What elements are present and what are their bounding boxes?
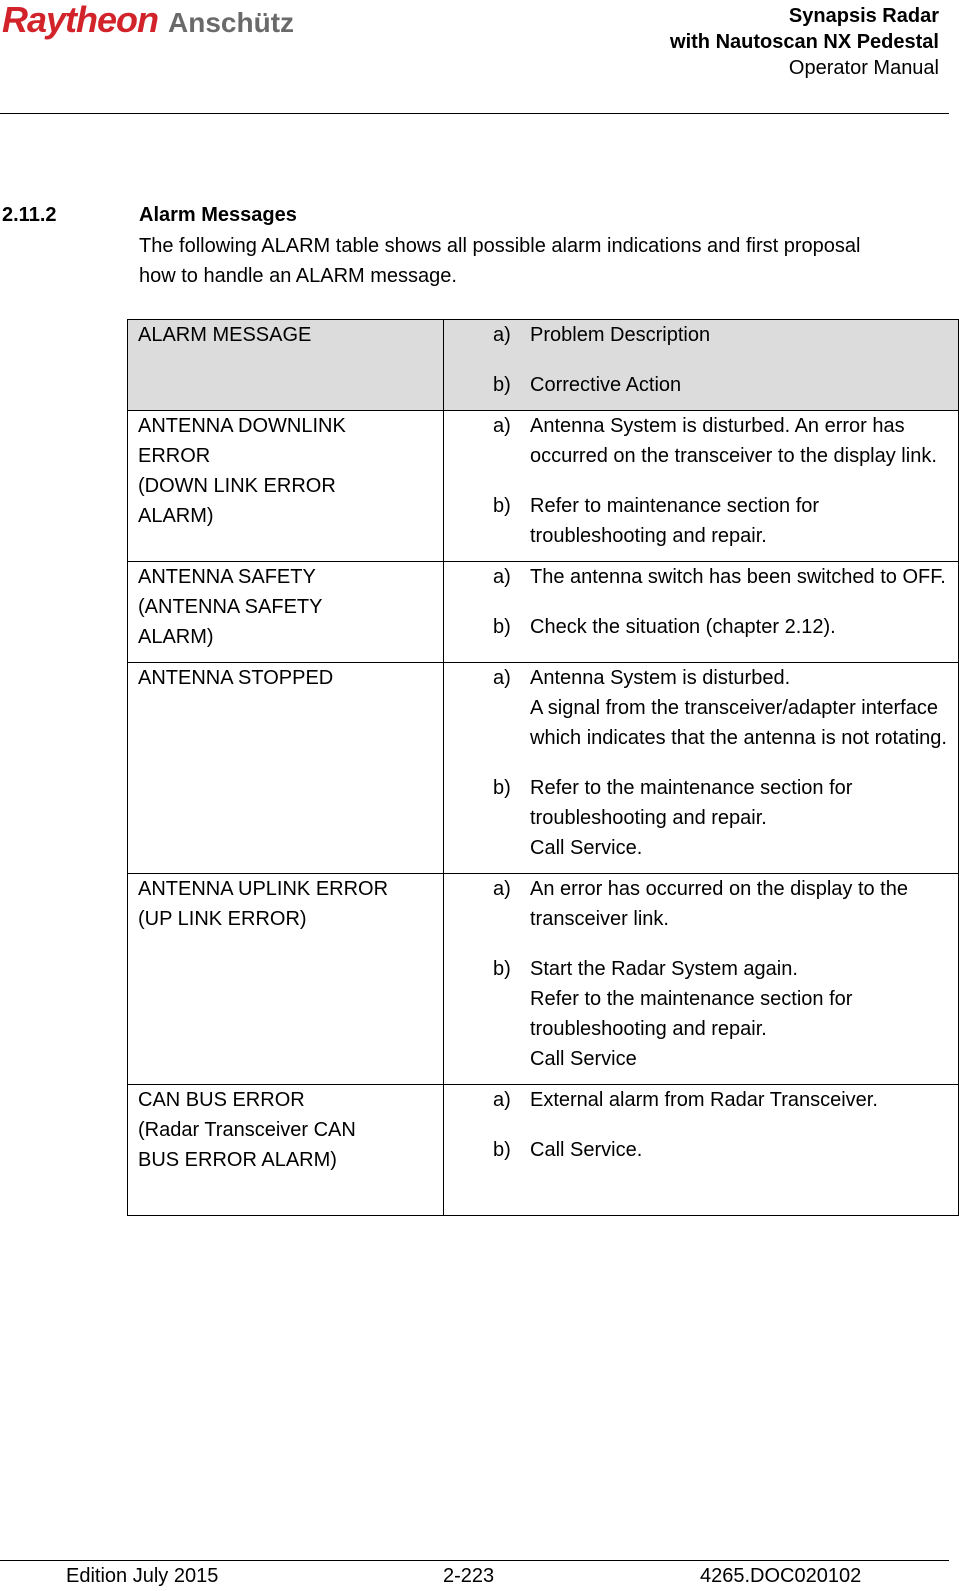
- corrective-action: [444, 773, 954, 863]
- alarm-message-cell: [128, 1085, 444, 1216]
- alarm-message-cell: [128, 562, 444, 663]
- alarm-description-cell: [444, 1085, 959, 1216]
- problem-description: [444, 874, 954, 934]
- table-row: [128, 874, 959, 1085]
- company-logo: [2, 0, 294, 42]
- page-header: [0, 0, 959, 116]
- item-label: a): [493, 667, 511, 689]
- item-label: b): [493, 374, 511, 396]
- corrective-action: [444, 491, 954, 551]
- table-row: [128, 411, 959, 562]
- logo-sub: Anschütz: [168, 7, 295, 38]
- problem-description: [444, 1085, 954, 1115]
- footer-page-number: 2-223: [443, 1565, 495, 1587]
- alarm-message-cell: [128, 874, 444, 1085]
- alarm-message-cell: [128, 411, 444, 562]
- problem-description: [444, 562, 954, 592]
- item-text: The antenna switch has been switched to OFF.: [530, 566, 946, 588]
- footer-edition: Edition July 2015: [66, 1565, 219, 1587]
- item-label: a): [493, 878, 511, 900]
- footer-doc-id: 4265.DOC020102: [700, 1565, 862, 1587]
- item-label: a): [493, 324, 511, 346]
- alarm-message-cell: [128, 663, 444, 874]
- item-text: Antenna System is disturbed. An error has occurred on the transceiver to the display link.: [530, 415, 937, 467]
- corrective-action: [444, 954, 954, 1074]
- item-text: Check the situation (chapter 2.12).: [530, 616, 836, 638]
- title-line-1: Synapsis Radar: [788, 5, 939, 27]
- document-title: [670, 3, 939, 81]
- header-item-b: [444, 370, 954, 400]
- alarm-message: ANTENNA STOPPED: [138, 667, 334, 689]
- item-label: a): [493, 415, 511, 437]
- header-alarm-message: [128, 320, 444, 411]
- alarm-message: ANTENNA DOWNLINK ERROR (DOWN LINK ERROR ALARM): [138, 415, 346, 527]
- table-header-row: [128, 320, 959, 411]
- item-label: b): [493, 495, 511, 517]
- problem-description: [444, 411, 954, 471]
- title-line-2: with Nautoscan NX Pedestal: [670, 31, 939, 53]
- header-description: [444, 320, 959, 411]
- problem-description: [444, 663, 954, 753]
- section-number: 2.11.2: [2, 204, 57, 226]
- title-line-3: Operator Manual: [788, 57, 939, 79]
- alarm-message: CAN BUS ERROR (Radar Transceiver CAN BUS ERROR ALARM): [138, 1089, 356, 1171]
- item-text: Refer to the maintenance section for troubleshooting and repair. Call Service.: [530, 777, 853, 859]
- alarm-table: [127, 319, 959, 1216]
- alarm-description-cell: [444, 562, 959, 663]
- item-text: Refer to maintenance section for troubleshooting and repair.: [530, 495, 820, 547]
- item-text: An error has occurred on the display to the transceiver link.: [530, 878, 908, 930]
- item-text: Corrective Action: [530, 374, 682, 396]
- footer-divider: [0, 1560, 949, 1561]
- item-text: Problem Description: [530, 324, 711, 346]
- section-title: Alarm Messages: [139, 204, 297, 226]
- item-text: Call Service.: [530, 1139, 643, 1161]
- header-item-a: [444, 320, 954, 350]
- item-text: Antenna System is disturbed. A signal from the transceiver/adapter interface which indicates that the antenna is not rotating.: [530, 667, 947, 749]
- item-label: b): [493, 1139, 511, 1161]
- section-intro: The following ALARM table shows all possible alarm indications and first proposal how to handle an ALARM message.: [139, 235, 861, 287]
- alarm-description-cell: [444, 874, 959, 1085]
- alarm-description-cell: [444, 663, 959, 874]
- alarm-message: ANTENNA SAFETY (ANTENNA SAFETY ALARM): [138, 566, 323, 648]
- corrective-action: [444, 1135, 954, 1165]
- item-text: Start the Radar System again. Refer to the maintenance section for troubleshooting and repair. Call Service: [530, 958, 853, 1070]
- table-row: [128, 663, 959, 874]
- item-label: b): [493, 958, 511, 980]
- item-label: b): [493, 616, 511, 638]
- item-label: a): [493, 566, 511, 588]
- corrective-action: [444, 612, 954, 642]
- item-text: External alarm from Radar Transceiver.: [530, 1089, 878, 1111]
- header-col1-text: ALARM MESSAGE: [138, 324, 312, 346]
- table-row: [128, 1085, 959, 1216]
- item-label: a): [493, 1089, 511, 1111]
- alarm-message: ANTENNA UPLINK ERROR (UP LINK ERROR): [138, 878, 389, 930]
- alarm-description-cell: [444, 411, 959, 562]
- item-label: b): [493, 777, 511, 799]
- logo-brand: Raytheon: [2, 0, 159, 40]
- header-divider: [0, 113, 949, 114]
- table-row: [128, 562, 959, 663]
